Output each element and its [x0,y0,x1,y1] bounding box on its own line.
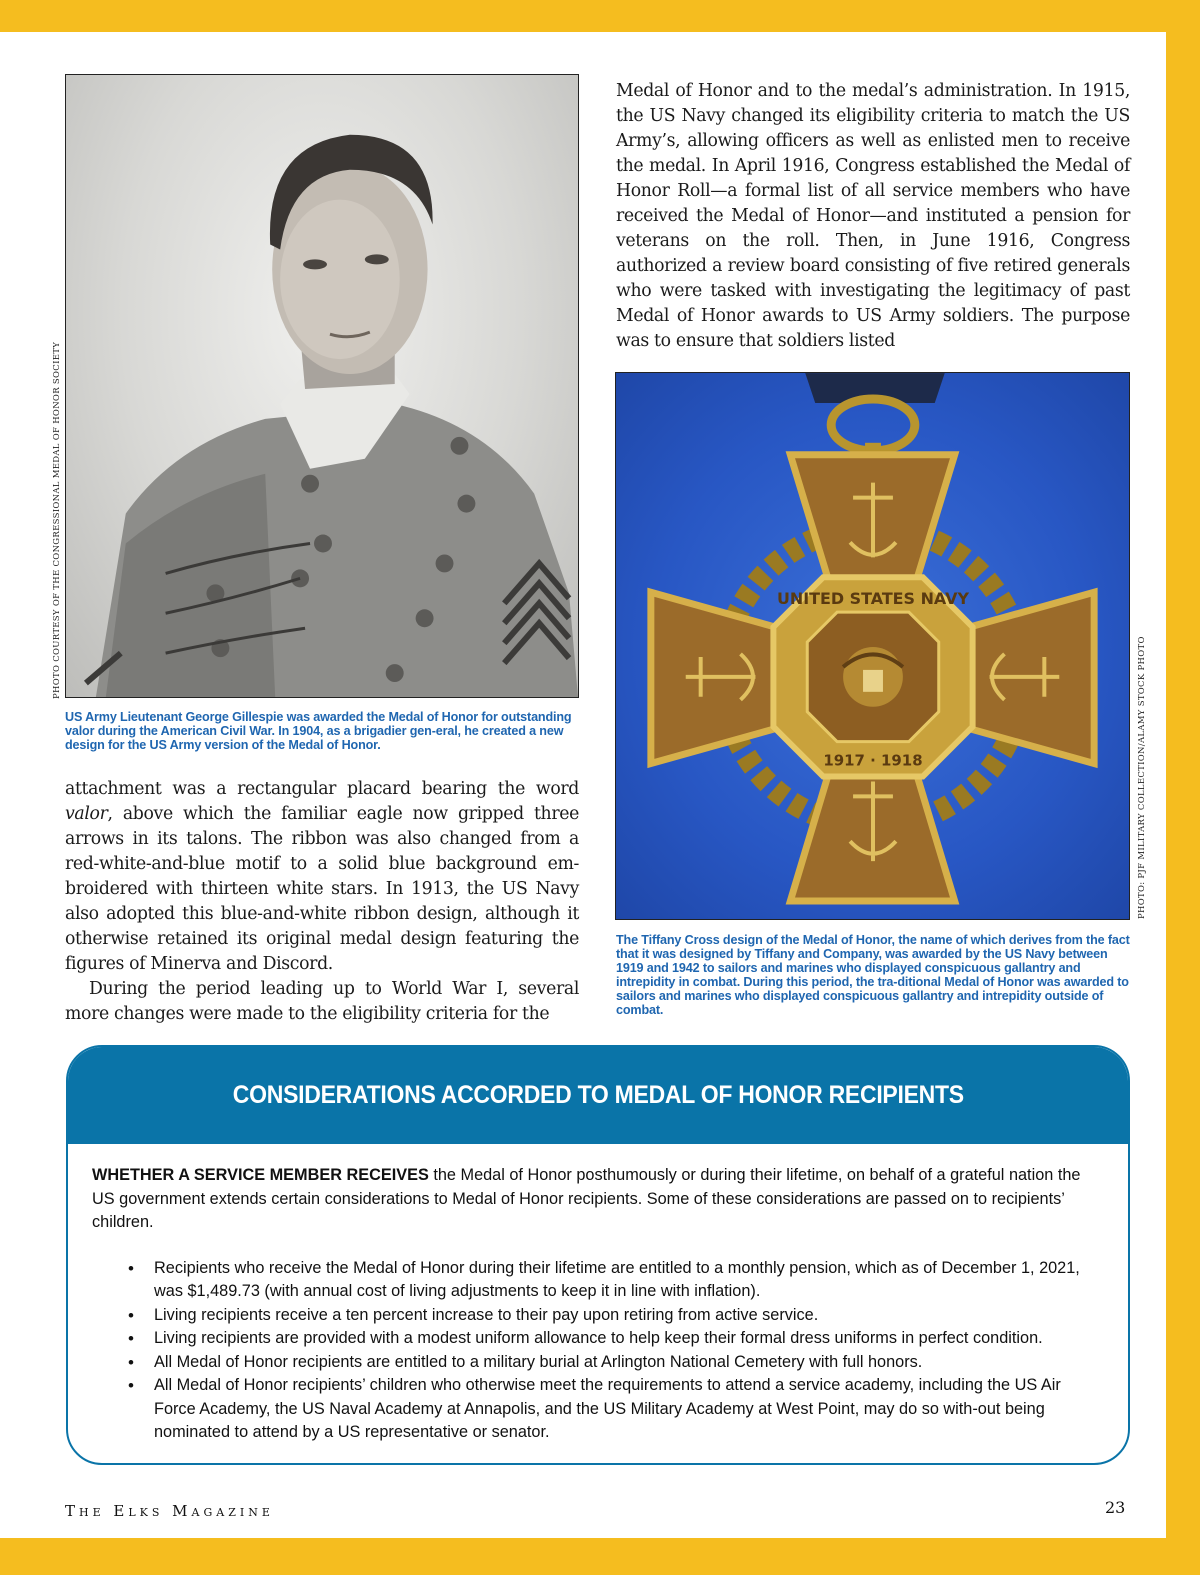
article-paragraph-1-start: attachment was a rectangular placard bearing the word [65,779,579,799]
portrait-photo [65,74,579,698]
sidebar-intro-rest: the Medal of Honor posthumously or during their lifetime, on behalf of a grateful nation the US government extends certain considerations to Medal of Honor recipients. Some of these considerations are passed on to recipients’ children. [92,1166,1081,1231]
sidebar-title: CONSIDERATIONS ACCORDED TO MEDAL OF HONOR RECIPIENTS [232,1081,964,1109]
medal-inscription-bottom: 1917 · 1918 [823,751,923,770]
article-paragraph-1 [65,777,579,977]
list-item: • Recipients who receive the Medal of Honor during their lifetime are entitled to a monthly pension, which as of December 1, 2021, was $1,489.73 (with annual cost of living adjustments to keep it in line with inflation). [154,1257,1104,1304]
medal-inscription-top: UNITED STATES NAVY [776,589,970,609]
magazine-page [0,32,1166,1538]
medal-photo [615,372,1130,920]
list-item: • Living recipients are provided with a modest uniform allowance to help keep their formal dress uniforms in perfect condition. [154,1327,1104,1351]
article-paragraph-2: During the period leading up to World War I, several more changes were made to the eligibility criteria for the [65,979,579,1024]
article-paragraph-1-end: , above which the familiar eagle now gripped three arrows in its talons. The ribbon was also changed from a red-white-and-blue motif to a solid blue background em-broidered with thirteen white stars. In 1913, the US Navy also adopted this blue-and-white ribbon design, although it otherwise retained its original medal design featuring the figures of Minerva and Discord. [65,804,579,974]
sidebar-header [68,1047,1128,1144]
tiffany-cross-illustration [616,373,1129,919]
word-valor: valor [65,804,108,824]
page-number: 23 [1105,1498,1126,1517]
sidebar-intro-lead: WHETHER A SERVICE MEMBER RECEIVES [92,1166,429,1184]
medal-caption: The Tiffany Cross design of the Medal of Honor, the name of which derives from the fact that it was designed by Tiffany and Company, was awarded by the US Navy between 1919 and 1942 to sailors and marines who displayed conspicuous gallantry and intrepidity in combat. During this period, the tra-ditional Medal of Honor was awarded to sailors and marines who displayed conspicuous gallantry and intrepidity outside of combat. [616,933,1130,1017]
article-text-left-column [65,777,579,1027]
considerations-list [92,1257,1104,1445]
portrait-illustration [66,75,578,697]
sidebar-intro [92,1164,1104,1235]
magazine-name: The Elks Magazine [65,1502,274,1520]
considerations-sidebar [66,1045,1130,1465]
portrait-caption: US Army Lieutenant George Gillespie was awarded the Medal of Honor for outstanding valor during the American Civil War. In 1904, as a brigadier gen-eral, he created a new design for the US Army version of the Medal of Honor. [65,710,572,752]
list-item: • All Medal of Honor recipients’ children who otherwise meet the requirements to attend a service academy, including the US Air Force Academy, the US Naval Academy at Annapolis, and the US Military Academy at West Point, may do so with-out being nominated to attend by a US representative or senator. [154,1374,1104,1445]
medal-photo-credit: PHOTO: PJF MILITARY COLLECTION/ALAMY STOCK PHOTO [1137,636,1147,919]
list-item: • Living recipients receive a ten percent increase to their pay upon retiring from active service. [154,1304,1104,1328]
sidebar-body [68,1144,1128,1445]
article-text-right-column [616,79,1130,354]
portrait-photo-credit: PHOTO COURTESY OF THE CONGRESSIONAL MEDAL OF HONOR SOCIETY [52,341,62,699]
article-paragraph: Medal of Honor and to the medal’s administration. In 1915, the US Navy changed its eligibility criteria to match the US Army’s, allowing officers as well as enlisted men to receive the medal. In April 1916, Congress established the Medal of Honor Roll—a formal list of all service members who have received the Medal of Honor—and instituted a pension for veterans on the roll. Then, in June 1916, Congress authorized a review board consisting of five retired generals who were tasked with investigating the legitimacy of past Medal of Honor awards to US Army soldiers. The purpose was to ensure that soldiers listed [616,81,1130,351]
list-item: • All Medal of Honor recipients are entitled to a military burial at Arlington National Cemetery with full honors. [154,1351,1104,1375]
